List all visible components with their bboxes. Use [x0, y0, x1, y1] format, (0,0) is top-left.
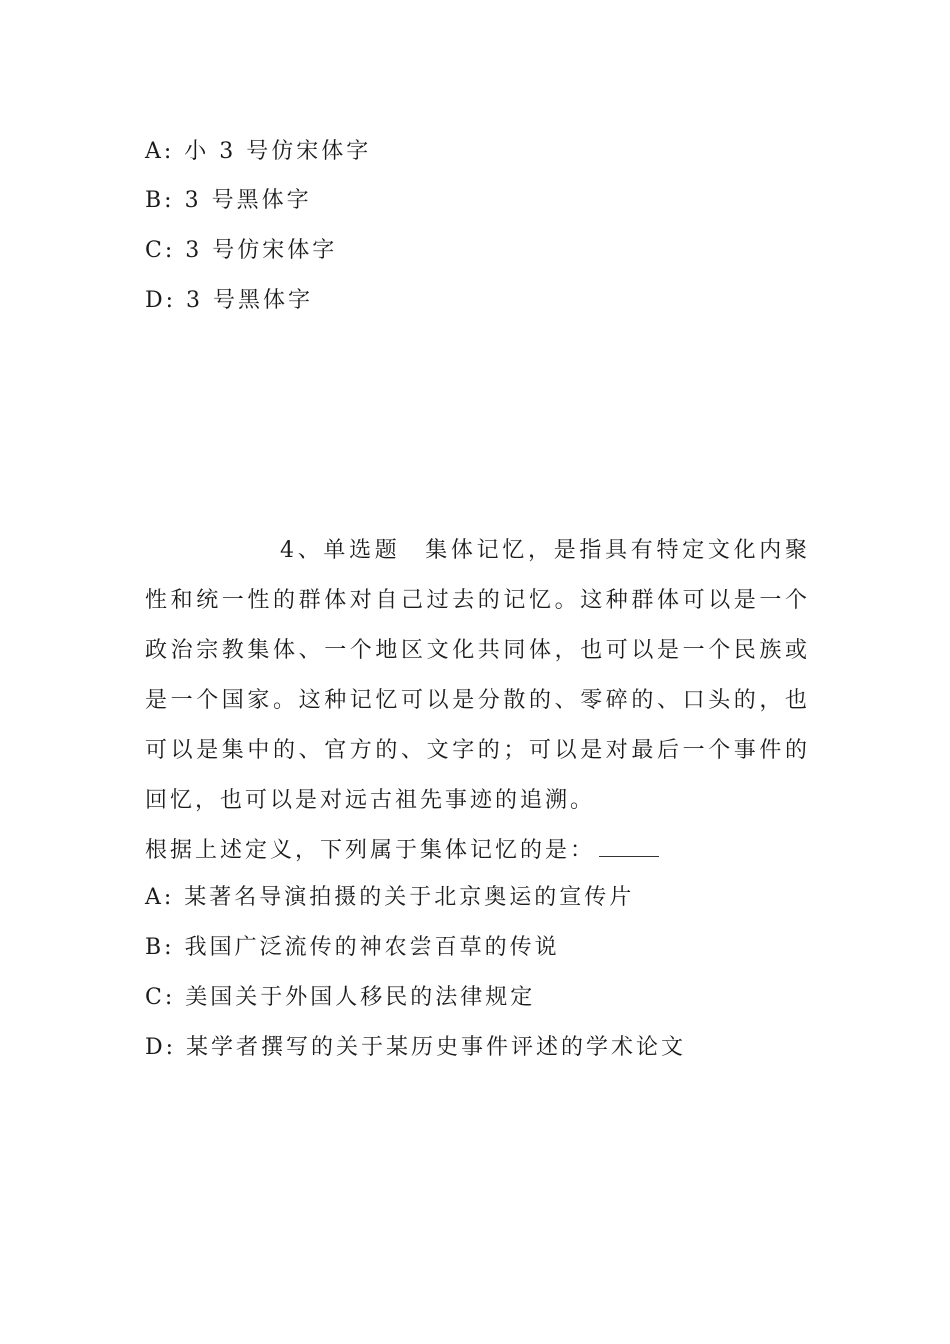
- q4-stem: 集体记忆，是指具有特定文化内聚性和统一性的群体对自己过去的记忆。这种群体可以是一个政治宗教集体、一个地区文化共同体，也可以是一个民族或是一个国家。这种记忆可以是分散的、零碎的、口头的，也可以是集中的、官方的、文字的；可以是对最后一个事件的回忆，也可以是对远古祖先事迹的追溯。: [145, 538, 810, 813]
- q3-option-c: C: 3 号仿宋体字: [145, 238, 338, 263]
- answer-blank: [599, 834, 659, 857]
- q3-option-d: D: 3 号黑体字: [145, 288, 314, 313]
- q3-option-b: B: 3 号黑体字: [145, 188, 312, 213]
- q4-number: 4、单选题: [280, 538, 401, 563]
- q4-prompt: [145, 834, 659, 866]
- q4-question-body: [145, 526, 810, 826]
- q3-option-a: A: 小 3 号仿宋体字: [145, 139, 372, 164]
- q4-option-d: D: 某学者撰写的关于某历史事件评述的学术论文: [145, 1035, 687, 1060]
- q4-option-a: A: 某著名导演拍摄的关于北京奥运的宣传片: [145, 885, 635, 910]
- q4-prompt-text: 根据上述定义，下列属于集体记忆的是：: [145, 838, 596, 863]
- q4-option-c: C: 美国关于外国人移民的法律规定: [145, 985, 536, 1010]
- q4-option-b: B: 我国广泛流传的神农尝百草的传说: [145, 935, 560, 960]
